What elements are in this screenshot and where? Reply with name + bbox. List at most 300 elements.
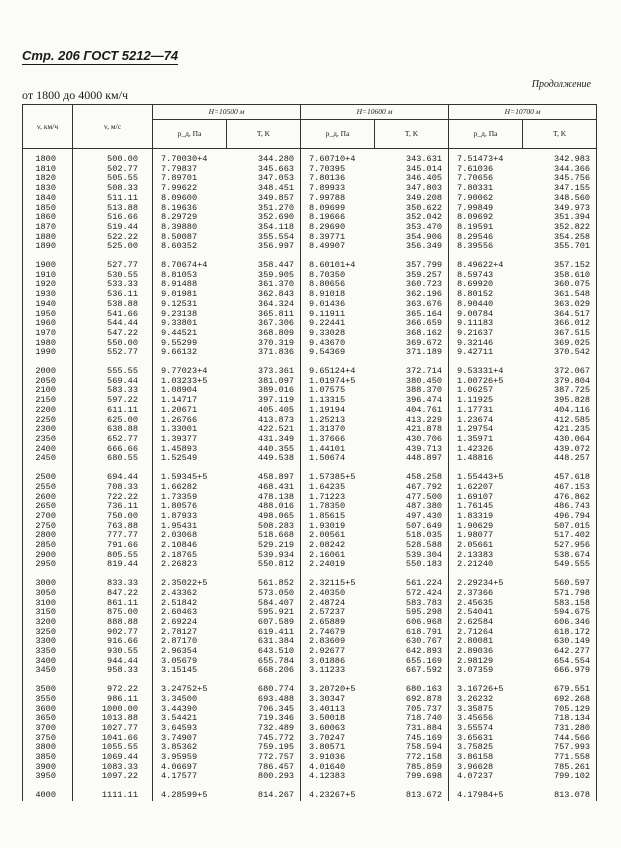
temperature-cell: 583.783 [405,597,443,608]
pressure-cell: 8.19591 [449,223,523,233]
speed-kmh-cell: 3950 [35,771,56,782]
speed-ms-cell: 555.55 [73,367,153,377]
speed-kmh-cell: 2450 [35,453,56,464]
speed-kmh-cell: 3150 [35,607,56,618]
temperature-cell: 772.158 [405,752,443,763]
pressure-cell: 3.16726+5 [449,685,523,695]
speed-ms-cell: 505.55 [73,174,153,184]
temperature-cell: 518.668 [257,530,295,541]
pressure-cell: 1.23674 [449,416,523,426]
pressure-cell: 2.18765 [153,551,227,561]
speed-ms-cell: 888.88 [73,618,153,628]
temperature-cell: 478.138 [257,491,295,502]
temperature-cell: 363.676 [405,298,443,309]
speed-ms-cell: 847.22 [73,589,153,599]
pressure-cell: 8.91018 [301,290,375,300]
pressure-cell: 4.01640 [301,763,375,773]
temperature-cell: 449.538 [257,453,295,464]
pressure-cell: 2.45635 [449,599,523,609]
temperature-cell: 458.258 [405,472,443,483]
temperature-cell: 560.597 [553,578,591,589]
temperature-cell: 496.794 [553,510,591,521]
speed-ms-cell: 875.00 [73,608,153,618]
pressure-cell: 8.39880 [153,223,227,233]
pressure-cell: 3.85362 [153,743,227,753]
pressure-cell: 9.32146 [449,339,523,349]
temperature-cell: 358.447 [257,260,295,271]
pressure-cell: 1.90629 [449,522,523,532]
temperature-cell: 757.993 [553,742,591,753]
page-header: Стр. 206 ГОСТ 5212—74 [22,48,179,63]
pressure-cell: 1.55443+5 [449,473,523,483]
pressure-cell: 1.73359 [153,493,227,503]
temperature-cell: 380.450 [405,375,443,386]
temperature-cell: 467.153 [553,481,591,492]
temperature-cell: 517.402 [553,530,591,541]
temperature-cell: 359.905 [257,269,295,280]
speed-kmh-cell: 2100 [35,385,56,396]
pressure-cell: 8.70350 [301,271,375,281]
pressure-cell: 1.59345+5 [153,473,227,483]
temperature-cell: 355.701 [553,241,591,252]
pressure-cell: 8.39556 [449,242,523,252]
speed-ms-cell: 552.77 [73,348,153,358]
header-temperature-3: T, K [523,120,597,149]
temperature-cell: 705.737 [405,703,443,714]
pressure-cell: 2.98129 [449,657,523,667]
temperature-cell: 550.183 [405,559,443,570]
pressure-cell: 8.50087 [153,233,227,243]
pressure-cell: 1.08904 [153,386,227,396]
pressure-cell: 9.43670 [301,339,375,349]
temperature-cell: 345.663 [257,163,295,174]
temperature-cell: 759.195 [257,742,295,753]
speed-kmh-cell: 2850 [35,540,56,551]
speed-ms-cell: 508.33 [73,184,153,194]
pressure-cell: 8.19636 [153,204,227,214]
temperature-cell: 642.277 [553,646,591,657]
table-row [23,772,597,782]
temperature-cell: 370.542 [553,347,591,358]
temperature-cell: 486.743 [553,501,591,512]
pressure-cell: 8.80656 [301,280,375,290]
temperature-cell: 364.517 [553,308,591,319]
temperature-cell: 357.152 [553,260,591,271]
speed-ms-cell: 1013.88 [73,714,153,724]
pressure-cell: 3.86158 [449,753,523,763]
speed-ms-cell: 550.00 [73,339,153,349]
speed-ms-cell: 791.66 [73,541,153,551]
pressure-cell: 1.00726+5 [449,377,523,387]
temperature-cell: 448.257 [553,453,591,464]
speed-kmh-cell: 1940 [35,298,56,309]
temperature-cell: 549.555 [553,559,591,570]
pressure-cell: 9.33801 [153,319,227,329]
temperature-cell: 706.345 [257,703,295,714]
temperature-cell: 370.319 [257,337,295,348]
temperature-cell: 448.897 [405,453,443,464]
temperature-cell: 373.361 [257,366,295,377]
pressure-cell: 9.22441 [301,319,375,329]
pressure-cell: 8.29729 [153,213,227,223]
speed-kmh-cell: 1810 [35,163,56,174]
pressure-cell: 3.95959 [153,753,227,763]
speed-kmh-cell: 1950 [35,308,56,319]
pressure-cell: 1.14717 [153,396,227,406]
pressure-cell: 8.09699 [301,204,375,214]
pressure-cell: 2.48724 [301,599,375,609]
temperature-cell: 413.229 [405,414,443,425]
pressure-cell: 1.45893 [153,445,227,455]
speed-kmh-cell: 1880 [35,231,56,242]
pressure-cell: 3.44390 [153,705,227,715]
temperature-cell: 347.155 [553,183,591,194]
temperature-cell: 381.097 [257,375,295,386]
temperature-cell: 395.828 [553,395,591,406]
pressure-cell: 1.39377 [153,435,227,445]
temperature-cell: 785.261 [553,761,591,772]
temperature-cell: 654.554 [553,655,591,666]
table-row [23,560,597,570]
pressure-cell: 1.48816 [449,454,523,464]
temperature-cell: 561.852 [257,578,295,589]
speed-kmh-cell: 3550 [35,693,56,704]
pressure-cell: 1.76145 [449,502,523,512]
header-pressure-2: p_д, Па [301,120,375,149]
temperature-cell: 786.457 [257,761,295,772]
pressure-cell: 9.11911 [301,310,375,320]
temperature-cell: 343.631 [405,154,443,164]
speed-kmh-cell: 3200 [35,616,56,627]
temperature-cell: 366.012 [553,318,591,329]
pressure-cell: 8.39771 [301,233,375,243]
pressure-cell: 1.69107 [449,493,523,503]
pressure-cell: 1.57385+5 [301,473,375,483]
pressure-cell: 4.23267+5 [301,791,375,801]
temperature-cell: 345.014 [405,163,443,174]
temperature-cell: 507.649 [405,520,443,531]
header-speed-ms: v, м/с [73,105,153,149]
pressure-cell: 4.17577 [153,772,227,782]
speed-kmh-cell: 3400 [35,655,56,666]
temperature-cell: 413.873 [257,414,295,425]
temperature-cell: 347.803 [405,183,443,194]
temperature-cell: 368.809 [257,327,295,338]
temperature-cell: 705.129 [553,703,591,714]
temperature-cell: 352.690 [257,212,295,223]
speed-kmh-cell: 1800 [35,154,56,164]
pressure-cell: 8.49907 [301,242,375,252]
speed-ms-cell: 736.11 [73,502,153,512]
speed-kmh-cell: 3750 [35,732,56,743]
temperature-cell: 440.355 [257,443,295,454]
temperature-cell: 396.474 [405,395,443,406]
temperature-cell: 371.189 [405,347,443,358]
temperature-cell: 371.836 [257,347,295,358]
temperature-cell: 344.280 [257,154,295,164]
temperature-cell: 668.206 [257,665,295,676]
pressure-cell: 1.85615 [301,512,375,522]
pressure-cell: 9.77023+4 [153,367,227,377]
temperature-cell: 643.510 [257,646,295,657]
temperature-cell: 550.812 [257,559,295,570]
temperature-cell: 571.798 [553,587,591,598]
temperature-cell: 439.713 [405,443,443,454]
temperature-cell: 467.792 [405,481,443,492]
temperature-cell: 572.424 [405,587,443,598]
temperature-cell: 584.407 [257,597,295,608]
temperature-cell: 353.470 [405,221,443,232]
speed-kmh-cell: 3900 [35,761,56,772]
table-row [23,348,597,358]
pressure-cell: 9.53331+4 [449,367,523,377]
temperature-cell: 594.675 [553,607,591,618]
speed-ms-cell: 1083.33 [73,763,153,773]
pressure-cell: 3.65631 [449,734,523,744]
speed-ms-cell: 1111.11 [73,791,153,801]
pressure-cell: 1.01974+5 [301,377,375,387]
temperature-cell: 351.270 [257,202,295,213]
temperature-cell: 745.772 [257,732,295,743]
speed-ms-cell: 533.33 [73,280,153,290]
speed-kmh-cell: 2050 [35,375,56,386]
pressure-cell: 2.60463 [153,608,227,618]
temperature-cell: 814.267 [257,790,295,801]
pressure-cell: 9.33028 [301,329,375,339]
temperature-cell: 352.822 [553,221,591,232]
header-pressure-3: p_д, Па [449,120,523,149]
speed-ms-cell: 1055.55 [73,743,153,753]
speed-kmh-cell: 3050 [35,587,56,598]
speed-kmh-cell: 2000 [35,366,56,377]
header-altitude-1: H=10500 м [153,105,301,120]
pressure-cell: 1.26766 [153,416,227,426]
pressure-cell: 7.51473+4 [449,149,523,165]
pressure-cell: 1.42326 [449,445,523,455]
pressure-cell: 8.09692 [449,213,523,223]
temperature-cell: 346.405 [405,173,443,184]
pressure-cell: 2.29234+5 [449,579,523,589]
speed-ms-cell: 1041.66 [73,734,153,744]
speed-ms-cell: 722.22 [73,493,153,503]
temperature-cell: 718.134 [553,713,591,724]
temperature-cell: 583.158 [553,597,591,608]
speed-kmh-cell: 1840 [35,192,56,203]
temperature-cell: 679.551 [553,684,591,695]
pressure-cell: 3.20720+5 [301,685,375,695]
temperature-cell: 372.067 [553,366,591,377]
speed-kmh-cell: 1830 [35,183,56,194]
pressure-cell: 2.92677 [301,647,375,657]
speed-kmh-cell: 2900 [35,549,56,560]
temperature-cell: 356.997 [257,241,295,252]
temperature-cell: 607.589 [257,616,295,627]
pressure-cell: 8.60101+4 [301,261,375,271]
table-body [23,149,597,801]
speed-kmh-cell: 1890 [35,241,56,252]
temperature-cell: 422.521 [257,424,295,435]
speed-kmh-cell: 1960 [35,318,56,329]
speed-ms-cell: 680.55 [73,454,153,464]
header-pressure-1: p_д, Па [153,120,227,149]
temperature-cell: 758.594 [405,742,443,753]
pressure-cell: 3.34500 [153,695,227,705]
pressure-cell: 3.30347 [301,695,375,705]
temperature-cell: 361.370 [257,279,295,290]
temperature-cell: 813.672 [405,790,443,801]
pressure-cell: 7.99788 [301,194,375,204]
pressure-cell: 2.51842 [153,599,227,609]
pressure-cell: 3.24752+5 [153,685,227,695]
temperature-cell: 631.384 [257,636,295,647]
speed-kmh-cell: 3250 [35,626,56,637]
temperature-cell: 389.016 [257,385,295,396]
table-row [23,149,597,165]
speed-ms-cell: 544.44 [73,319,153,329]
temperature-cell: 354.258 [553,231,591,242]
temperature-cell: 388.370 [405,385,443,396]
temperature-cell: 365.164 [405,308,443,319]
speed-kmh-cell: 2150 [35,395,56,406]
temperature-cell: 430.064 [553,433,591,444]
temperature-cell: 379.804 [553,375,591,386]
temperature-cell: 369.025 [553,337,591,348]
speed-ms-cell: 502.77 [73,165,153,175]
pressure-cell: 2.89036 [449,647,523,657]
continuation-note: Продолжение [531,79,591,90]
temperature-cell: 666.979 [553,665,591,676]
temperature-cell: 692.878 [405,693,443,704]
temperature-cell: 404.116 [553,404,591,415]
temperature-cell: 680.774 [257,684,295,695]
temperature-cell: 745.169 [405,732,443,743]
pressure-cell: 2.37366 [449,589,523,599]
table-row [23,242,597,252]
speed-ms-cell: 522.22 [73,233,153,243]
pressure-cell: 1.13315 [301,396,375,406]
speed-ms-cell: 569.44 [73,377,153,387]
temperature-cell: 731.280 [553,722,591,733]
speed-ms-cell: 777.77 [73,531,153,541]
pressure-cell: 3.54421 [153,714,227,724]
pressure-cell: 7.80331 [449,184,523,194]
pressure-cell: 3.96628 [449,763,523,773]
pressure-cell: 1.03233+5 [153,377,227,387]
temperature-cell: 457.618 [553,472,591,483]
pressure-cell: 2.13383 [449,551,523,561]
pressure-cell: 1.07575 [301,386,375,396]
speed-ms-cell: 519.44 [73,223,153,233]
temperature-cell: 355.554 [257,231,295,242]
pressure-cell: 3.05679 [153,657,227,667]
pressure-cell: 7.70656 [449,174,523,184]
temperature-cell: 642.893 [405,646,443,657]
pressure-cell: 1.33001 [153,425,227,435]
pressure-cell: 2.74679 [301,628,375,638]
temperature-cell: 412.585 [553,414,591,425]
pressure-cell: 2.40350 [301,589,375,599]
temperature-cell: 498.065 [257,510,295,521]
speed-ms-cell: 611.11 [73,406,153,416]
speed-ms-cell: 527.77 [73,261,153,271]
speed-ms-cell: 583.33 [73,386,153,396]
pressure-cell: 1.31370 [301,425,375,435]
speed-ms-cell: 625.00 [73,416,153,426]
pressure-cell: 3.40113 [301,705,375,715]
speed-kmh-cell: 1900 [35,260,56,271]
pressure-cell: 7.99849 [449,204,523,214]
pressure-cell: 9.01436 [301,300,375,310]
pressure-cell: 1.20671 [153,406,227,416]
temperature-cell: 800.293 [257,771,295,782]
pressure-cell: 4.06697 [153,763,227,773]
speed-ms-cell: 805.55 [73,551,153,561]
pressure-cell: 7.89933 [301,184,375,194]
speed-kmh-cell: 1980 [35,337,56,348]
pressure-cell: 2.69224 [153,618,227,628]
temperature-cell: 595.921 [257,607,295,618]
pressure-cell: 8.29546 [449,233,523,243]
temperature-cell: 573.050 [257,587,295,598]
pressure-cell: 7.79837 [153,165,227,175]
temperature-cell: 468.431 [257,481,295,492]
temperature-cell: 358.610 [553,269,591,280]
pressure-cell: 8.70674+4 [153,261,227,271]
temperature-cell: 364.324 [257,298,295,309]
speed-kmh-cell: 2300 [35,424,56,435]
temperature-cell: 359.257 [405,269,443,280]
speed-kmh-cell: 1910 [35,269,56,280]
pressure-cell: 2.03068 [153,531,227,541]
pressure-cell: 1.50674 [301,454,375,464]
speed-kmh-cell: 1970 [35,327,56,338]
temperature-cell: 349.208 [405,192,443,203]
pressure-cell: 8.80152 [449,290,523,300]
pressure-cell: 9.66132 [153,348,227,358]
speed-kmh-cell: 3350 [35,646,56,657]
pressure-cell: 8.90440 [449,300,523,310]
pressure-cell: 3.55574 [449,724,523,734]
temperature-cell: 680.163 [405,684,443,695]
pressure-cell: 3.26232 [449,695,523,705]
pressure-cell: 1.29754 [449,425,523,435]
temperature-cell: 606.346 [553,616,591,627]
pressure-cell: 9.23138 [153,310,227,320]
temperature-cell: 606.968 [405,616,443,627]
pressure-cell: 8.29690 [301,223,375,233]
temperature-cell: 342.983 [553,154,591,164]
temperature-cell: 693.488 [257,693,295,704]
pressure-cell: 1.87933 [153,512,227,522]
temperature-cell: 539.304 [405,549,443,560]
temperature-cell: 369.672 [405,337,443,348]
pressure-cell: 9.54369 [301,348,375,358]
temperature-cell: 618.791 [405,626,443,637]
table-row [23,454,597,464]
header-temperature-1: T, K [227,120,301,149]
temperature-cell: 344.366 [553,163,591,174]
temperature-cell: 362.196 [405,289,443,300]
speed-kmh-cell: 3450 [35,665,56,676]
speed-kmh-cell: 1820 [35,173,56,184]
pressure-cell: 2.00561 [301,531,375,541]
speed-ms-cell: 944.44 [73,657,153,667]
speed-ms-cell: 516.66 [73,213,153,223]
pressure-cell: 1.98077 [449,531,523,541]
speed-kmh-cell: 1870 [35,221,56,232]
speed-ms-cell: 833.33 [73,579,153,589]
temperature-cell: 518.035 [405,530,443,541]
